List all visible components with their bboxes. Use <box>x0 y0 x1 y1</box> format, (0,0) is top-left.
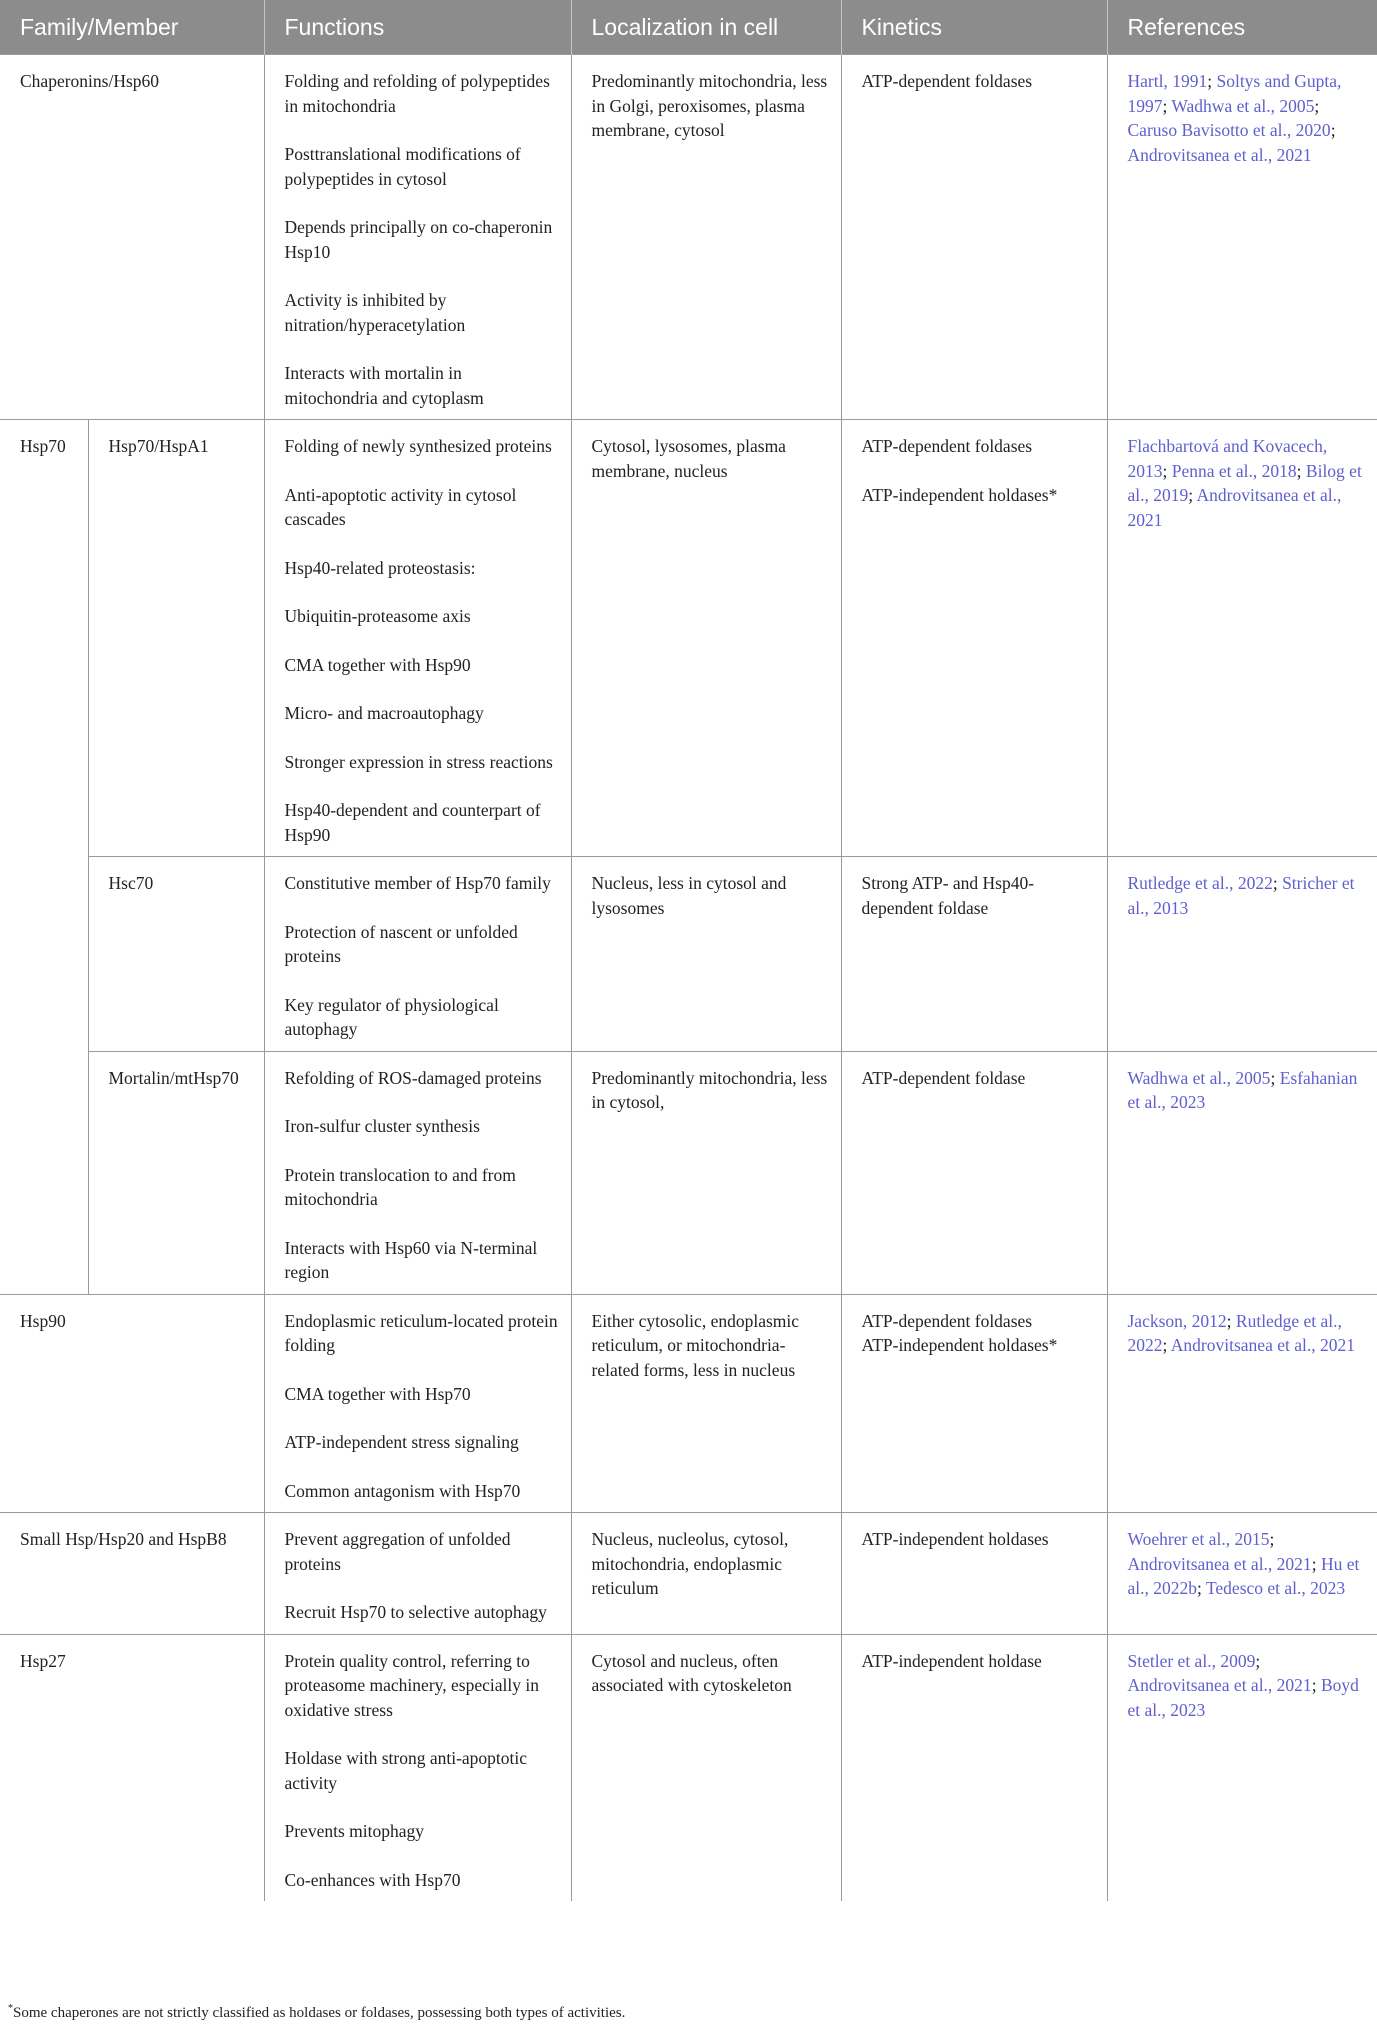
reference-link[interactable]: Stricher et al., 2013 <box>1127 873 1355 918</box>
kinetics-item: ATP-dependent foldases <box>861 71 1033 91</box>
function-item: Hsp40-related proteostasis: <box>284 557 476 578</box>
table-row-small-hsp <box>0 1513 1377 1635</box>
reference-link[interactable]: Androvitsanea et al., 2021 <box>1170 1335 1355 1355</box>
functions-cell <box>264 1051 571 1294</box>
kinetics-cell <box>841 1051 1107 1294</box>
localization-cell: Predominantly mitochondria, less in cytosol, <box>571 1051 841 1294</box>
header-family-member: Family/Member <box>0 0 264 55</box>
table-footnote <box>8 2003 625 2022</box>
kinetics-item: ATP-dependent foldases <box>861 1310 1033 1331</box>
function-item: Activity is inhibited by nitration/hyperacetylation <box>284 290 466 335</box>
references-cell: Stetler et al., 2009; Androvitsanea et al., 2021; Boyd et al., 2023 <box>1107 1634 1377 1901</box>
function-item: Hsp40-dependent and counterpart of Hsp90 <box>284 800 541 845</box>
function-item: Co-enhances with Hsp70 <box>284 1869 461 1890</box>
localization-cell: Either cytosolic, endoplasmic reticulum, or mitochondria-related forms, less in nucleus <box>571 1294 841 1513</box>
reference-link[interactable]: Hu et al., 2022b <box>1127 1553 1360 1598</box>
reference-link[interactable]: Tedesco et al., 2023 <box>1205 1578 1346 1598</box>
header-localization: Localization in cell <box>571 0 841 55</box>
function-item: Key regulator of physiological autophagy <box>284 994 499 1039</box>
family-cell: Hsp90 <box>0 1294 264 1513</box>
kinetics-item: ATP-independent holdases <box>861 1529 1049 1549</box>
function-item: Constitutive member of Hsp70 family <box>284 873 551 893</box>
functions-cell <box>264 857 571 1052</box>
references-cell: Rutledge et al., 2022; Stricher et al., 2013 <box>1107 857 1377 1052</box>
family-cell: Chaperonins/Hsp60 <box>0 55 264 420</box>
references-cell: Flachbartová and Kovacech, 2013; Penna et al., 2018; Bilog et al., 2019; Androvitsanea et al., 2021 <box>1107 420 1377 857</box>
kinetics-cell <box>841 420 1107 857</box>
functions-cell <box>264 420 571 857</box>
kinetics-cell <box>841 1513 1107 1635</box>
function-item: Iron-sulfur cluster synthesis <box>284 1116 480 1136</box>
function-item: Interacts with mortalin in mitochondria and cytoplasm <box>284 363 484 408</box>
function-item: Interacts with Hsp60 via N-terminal region <box>284 1237 538 1282</box>
localization-cell: Nucleus, less in cytosol and lysosomes <box>571 857 841 1052</box>
functions-cell <box>264 55 571 420</box>
reference-link[interactable]: Androvitsanea et al., 2021 <box>1127 144 1312 165</box>
function-item: Holdase with strong anti-apoptotic activity <box>284 1748 528 1793</box>
references-cell: Wadhwa et al., 2005; Esfahanian et al., 2023 <box>1107 1051 1377 1294</box>
function-item: Protein translocation to and from mitochondria <box>284 1164 516 1209</box>
function-item: Prevent aggregation of unfolded proteins <box>284 1529 511 1574</box>
member-cell: Hsc70 <box>88 857 264 1052</box>
functions-cell <box>264 1634 571 1901</box>
header-references: References <box>1107 0 1377 55</box>
kinetics-item: ATP-independent holdases* <box>861 1335 1058 1355</box>
function-item: CMA together with Hsp90 <box>284 654 471 675</box>
reference-link[interactable]: Esfahanian et al., 2023 <box>1127 1067 1358 1112</box>
kinetics-cell <box>841 857 1107 1052</box>
family-cell: Hsp27 <box>0 1634 264 1901</box>
functions-cell <box>264 1513 571 1635</box>
function-item: Refolding of ROS-damaged proteins <box>284 1067 542 1088</box>
table-row-hsc70 <box>0 857 1377 1052</box>
references-cell: Woehrer et al., 2015; Androvitsanea et al., 2021; Hu et al., 2022b; Tedesco et al., 2023 <box>1107 1513 1377 1635</box>
function-item: Micro- and macroautophagy <box>284 703 484 723</box>
reference-link[interactable]: Caruso Bavisotto et al., 2020 <box>1127 120 1331 140</box>
reference-link[interactable]: Wadhwa et al., 2005 <box>1127 1067 1271 1088</box>
function-item: Stronger expression in stress reactions <box>284 751 553 772</box>
reference-link[interactable]: Penna et al., 2018 <box>1171 460 1297 481</box>
kinetics-item: ATP-independent holdases* <box>861 484 1058 505</box>
footnote-mark: * <box>8 2003 13 2014</box>
function-item: Anti-apoptotic activity in cytosol cascades <box>284 484 517 529</box>
reference-link[interactable]: Rutledge et al., 2022 <box>1127 873 1273 893</box>
reference-link[interactable]: Androvitsanea et al., 2021 <box>1127 1553 1312 1574</box>
kinetics-item: ATP-independent holdase <box>861 1650 1042 1671</box>
function-item: Recruit Hsp70 to selective autophagy <box>284 1602 547 1622</box>
reference-link[interactable]: Androvitsanea et al., 2021 <box>1127 1675 1312 1695</box>
function-item: Common antagonism with Hsp70 <box>284 1480 521 1501</box>
table-row-hsp27 <box>0 1634 1377 1901</box>
reference-link[interactable]: Woehrer et al., 2015 <box>1127 1529 1270 1549</box>
kinetics-item: ATP-dependent foldase <box>861 1067 1026 1088</box>
function-item: Folding of newly synthesized proteins <box>284 436 552 456</box>
function-item: Protein quality control, referring to proteasome machinery, especially in oxidative stress <box>284 1650 539 1720</box>
kinetics-cell <box>841 55 1107 420</box>
reference-link[interactable]: Soltys and Gupta, 1997 <box>1127 71 1342 116</box>
footnote-text: Some chaperones are not strictly classified as holdases or foldases, possessing both types of activities. <box>13 2005 626 2021</box>
kinetics-cell <box>841 1294 1107 1513</box>
table-row-hsp70-hspa1 <box>0 420 1377 857</box>
reference-link[interactable]: Jackson, 2012 <box>1127 1310 1227 1331</box>
reference-link[interactable]: Bilog et al., 2019 <box>1127 460 1362 505</box>
reference-link[interactable]: Rutledge et al., 2022 <box>1127 1310 1342 1355</box>
function-item: ATP-independent stress signaling <box>284 1432 519 1452</box>
header-functions: Functions <box>264 0 571 55</box>
table-row-mortalin <box>0 1051 1377 1294</box>
localization-cell: Cytosol and nucleus, often associated with cytoskeleton <box>571 1634 841 1901</box>
function-item: Prevents mitophagy <box>284 1821 424 1841</box>
family-cell: Small Hsp/Hsp20 and HspB8 <box>0 1513 264 1635</box>
function-item: Endoplasmic reticulum-located protein folding <box>284 1310 558 1355</box>
reference-link[interactable]: Boyd et al., 2023 <box>1127 1675 1359 1720</box>
function-item: Posttranslational modifications of polypeptides in cytosol <box>284 144 521 189</box>
reference-link[interactable]: Flachbartová and Kovacech, 2013 <box>1127 436 1328 481</box>
kinetics-cell <box>841 1634 1107 1901</box>
localization-cell: Nucleus, nucleolus, cytosol, mitochondria, endoplasmic reticulum <box>571 1513 841 1635</box>
localization-cell: Cytosol, lysosomes, plasma membrane, nucleus <box>571 420 841 857</box>
member-cell: Hsp70/HspA1 <box>88 420 264 857</box>
reference-link[interactable]: Wadhwa et al., 2005 <box>1171 95 1315 116</box>
function-item: Depends principally on co-chaperonin Hsp10 <box>284 217 553 262</box>
function-item: Folding and refolding of polypeptides in mitochondria <box>284 71 550 116</box>
header-kinetics: Kinetics <box>841 0 1107 55</box>
reference-link[interactable]: Hartl, 1991 <box>1127 71 1208 91</box>
family-cell: Hsp70 <box>0 420 88 1295</box>
kinetics-item: ATP-dependent foldases <box>861 436 1033 456</box>
header-row <box>0 0 1377 55</box>
reference-link[interactable]: Stetler et al., 2009 <box>1127 1650 1256 1671</box>
member-cell: Mortalin/mtHsp70 <box>88 1051 264 1294</box>
table-row-chaperonins <box>0 55 1377 420</box>
function-item: CMA together with Hsp70 <box>284 1383 471 1404</box>
reference-link[interactable]: Androvitsanea et al., 2021 <box>1127 485 1342 530</box>
references-cell: Hartl, 1991; Soltys and Gupta, 1997; Wadhwa et al., 2005; Caruso Bavisotto et al., 2020; Androvitsanea et al., 2021 <box>1107 55 1377 420</box>
localization-cell: Predominantly mitochondria, less in Golgi, peroxisomes, plasma membrane, cytosol <box>571 55 841 420</box>
references-cell: Jackson, 2012; Rutledge et al., 2022; Androvitsanea et al., 2021 <box>1107 1294 1377 1513</box>
kinetics-item: Strong ATP- and Hsp40-dependent foldase <box>861 873 1035 918</box>
table-row-hsp90 <box>0 1294 1377 1513</box>
function-item: Ubiquitin-proteasome axis <box>284 606 471 626</box>
function-item: Protection of nascent or unfolded proteins <box>284 921 518 966</box>
functions-cell <box>264 1294 571 1513</box>
